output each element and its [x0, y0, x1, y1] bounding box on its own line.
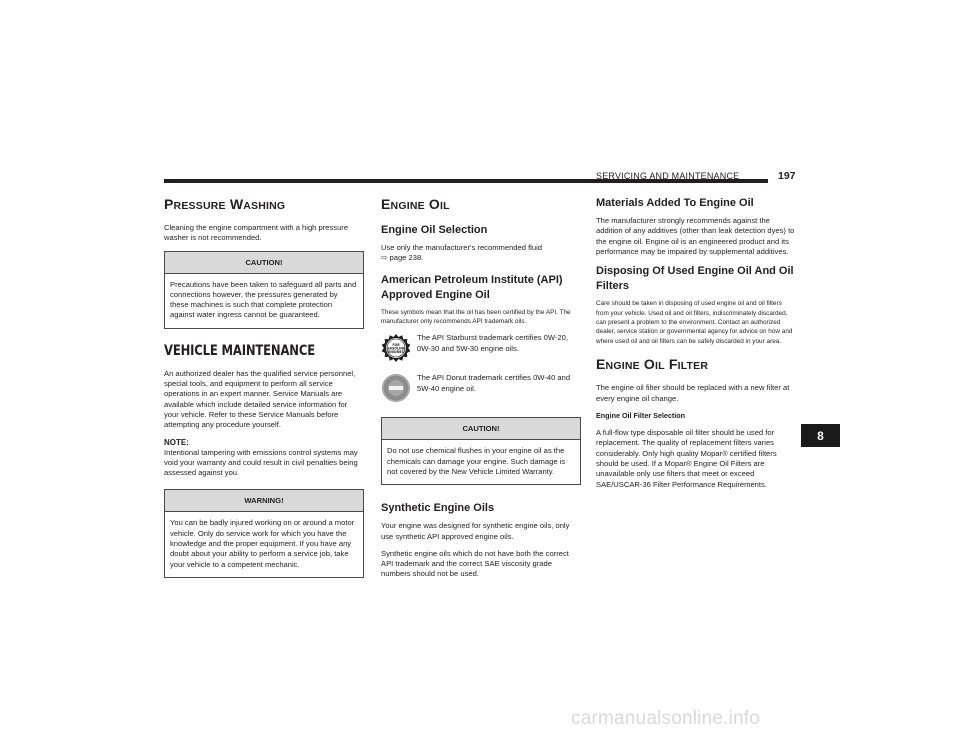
pressure-washing-text: Cleaning the engine compartment with a high pressure washer is not recommended. [164, 223, 349, 243]
page-number: 197 [778, 170, 796, 182]
caution-text: Do not use chemical flushes in your engine oil as the chemicals can damage your engine. Such damage is not covered by the New Vehicle Limited Warranty. [387, 446, 566, 476]
warning-box [164, 489, 364, 577]
starburst-row [381, 333, 581, 363]
synthetic-text-1: Your engine was designed for synthetic engine oils, only use synthetic API approved engine oils. [381, 521, 570, 541]
svg-text:ENGINES: ENGINES [388, 350, 404, 355]
caution-box [164, 251, 364, 329]
chapter-tab: 8 [801, 424, 840, 447]
warning-text: You can be badly injured working on or around a motor vehicle. Only do service work for which you have the knowledge and the proper equipment. If you have any doubt about your ability to perform a service job, take your vehicle to a competent mechanic. [170, 518, 355, 569]
heading-engine-oil-selection: Engine Oil Selection [381, 224, 488, 236]
arrow-icon: ⇨ [381, 253, 388, 263]
caution-title: CAUTION! [165, 252, 363, 274]
heading-synthetic-oils: Synthetic Engine Oils [381, 502, 495, 515]
filter-selection-label: Engine Oil Filter Selection [596, 410, 686, 420]
warning-title: WARNING! [165, 490, 363, 512]
starburst-text: The API Starburst trademark certifies 0W-20, 0W-30 and 5W-30 engine oils. [417, 333, 568, 353]
column-left [164, 196, 364, 592]
disposing-text: Care should be taken in disposing of used engine oil and oil filters from your vehicle. Used oil and oil filters, indiscriminately discarded, can present a problem to the environment. Contact an authorized dealer, service station or governmental agency for advice on how and where used oil and oil filters can be safely discarded in your area. [596, 300, 793, 345]
api-donut-icon [381, 373, 411, 403]
api-starburst-icon [381, 333, 411, 363]
filter-text: The engine oil filter should be replaced with a new filter at every engine oil change. [596, 383, 790, 403]
donut-text: The API Donut trademark certifies 0W-40 and 5W-40 engine oil. [417, 373, 571, 393]
heading-materials-added: Materials Added To Engine Oil [596, 197, 754, 209]
caution-title: CAUTION! [382, 418, 580, 440]
note-text: Intentional tampering with emissions control systems may void your warranty and could result in civil penalties being assessed against you. [164, 447, 358, 478]
synthetic-text-2: Synthetic engine oils which do not have both the correct API trademark and the correct SAE viscosity grade numbers should not be used. [381, 548, 569, 579]
column-right [596, 196, 796, 497]
column-middle [381, 196, 581, 587]
api-text: These symbols mean that the oil has been certified by the API. The manufacturer only recommends API trademark oils. [381, 308, 571, 325]
heading-disposing: Disposing Of Used Engine Oil And Oil Filters [596, 265, 794, 293]
starburst-label: FOR [392, 343, 400, 348]
materials-text: The manufacturer strongly recommends against the addition of any additives (other than leak detection dyes) to the engine oil. Engine oil is an engineered product and its performance may be impaired by supplemental additives. [596, 216, 795, 256]
heading-api-approved-oil: American Petroleum Institute (API) Approved Engine Oil [381, 273, 563, 301]
heading-pressure-washing: PRESSURE WASHING [164, 196, 286, 212]
note-label: NOTE: [164, 437, 189, 447]
filter-selection-text: A full-flow type disposable oil filter should be used for replacement. The quality of replacement filters varies considerably. Only high quality Mopar® certified filters should be used. If a Mopar® Engine Oil Filters are unavailable only use filters that meet or exceed SAE/USCAR-36 Filter Performance Requirements. [596, 428, 777, 489]
caution-box-chemicals [381, 417, 581, 485]
heading-engine-oil: ENGINE OIL [381, 196, 450, 212]
caution-text: Precautions have been taken to safeguard all parts and connections however, the pressures generated by these machines is such that complete protection against water ingress cannot be guaranteed. [170, 279, 357, 320]
header-section-title: SERVICING AND MAINTENANCE [596, 171, 740, 181]
donut-row [381, 373, 581, 403]
vehicle-maintenance-text: An authorized dealer has the qualified service personnel, special tools, and equipment to perform all service operations in an expert manner. Service Manuals are available which include detailed service information for your vehicle. Refer to these Service Manuals before attempting any procedure yourself. [164, 368, 356, 430]
engine-oil-selection-text: Use only the manufacturer's recommended fluid ⇨ page 238. [381, 243, 542, 263]
svg-text:GASOLINE: GASOLINE [386, 346, 406, 351]
heading-engine-oil-filter: ENGINE OIL FILTER [596, 356, 709, 373]
heading-vehicle-maintenance: VEHICLE MAINTENANCE [164, 342, 315, 359]
watermark: carmanualsonline.info [571, 708, 761, 729]
page-reference-link[interactable]: page 238. [389, 253, 424, 263]
